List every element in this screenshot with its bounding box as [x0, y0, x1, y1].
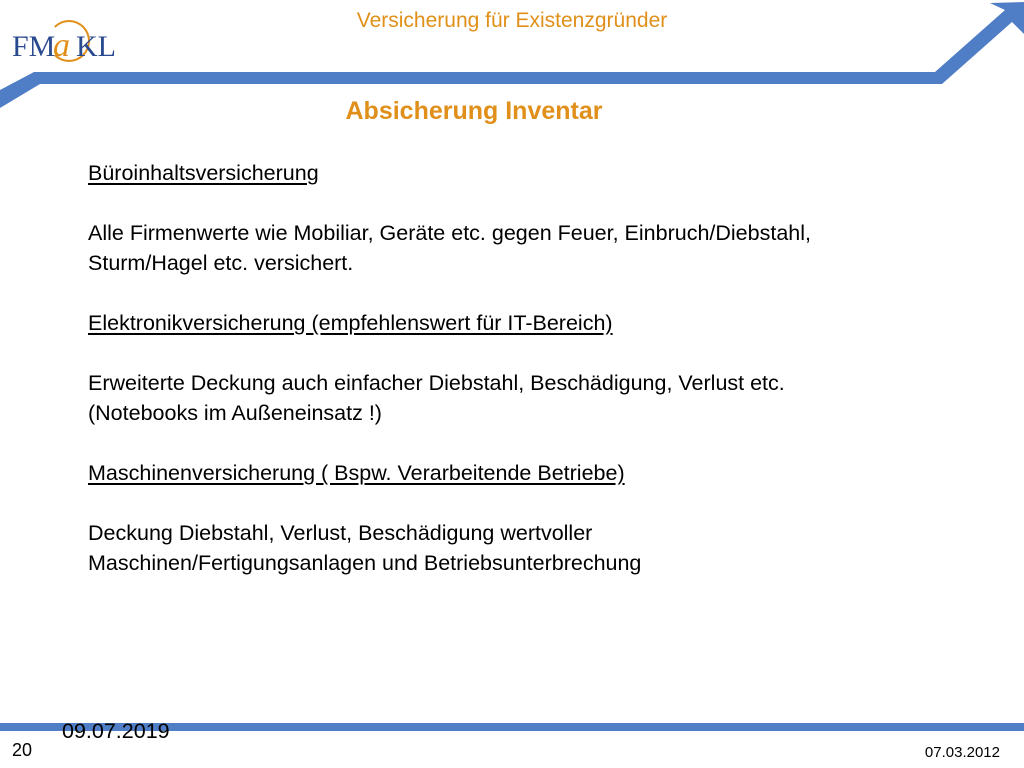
section-text-line: Sturm/Hagel etc. versichert.	[88, 251, 354, 275]
slide-title: Absicherung Inventar	[345, 97, 603, 125]
footer-date-right: 07.03.2012	[924, 744, 1000, 761]
footer-date-left: 09.07.2019	[62, 719, 170, 743]
slide-content	[88, 158, 968, 578]
section-text-line: Deckung Diebstahl, Verlust, Beschädigung wertvoller	[88, 521, 593, 545]
section-text-line: Erweiterte Deckung auch einfacher Diebstahl, Beschädigung, Verlust etc.	[88, 371, 785, 395]
section-heading: Elektronikversicherung (empfehlenswert für IT-Bereich)	[88, 311, 613, 335]
section-text-line: (Notebooks im Außeneinsatz !)	[88, 401, 382, 425]
page-number: 20	[12, 740, 33, 760]
svg-text:a: a	[53, 27, 70, 64]
header-arrow-graphic	[0, 0, 1024, 110]
svg-text:KL: KL	[76, 30, 116, 63]
header-title: Versicherung für Existenzgründer	[356, 9, 668, 32]
section-text-line: Alle Firmenwerte wie Mobiliar, Geräte etc. gegen Feuer, Einbruch/Diebstahl,	[88, 221, 811, 245]
section-text-line: Maschinen/Fertigungsanlagen und Betriebsunterbrechung	[88, 551, 642, 575]
svg-text:FM: FM	[12, 30, 56, 63]
section-heading: Büroinhaltsversicherung	[88, 161, 319, 185]
section-heading: Maschinenversicherung ( Bspw. Verarbeitende Betriebe)	[88, 461, 625, 485]
